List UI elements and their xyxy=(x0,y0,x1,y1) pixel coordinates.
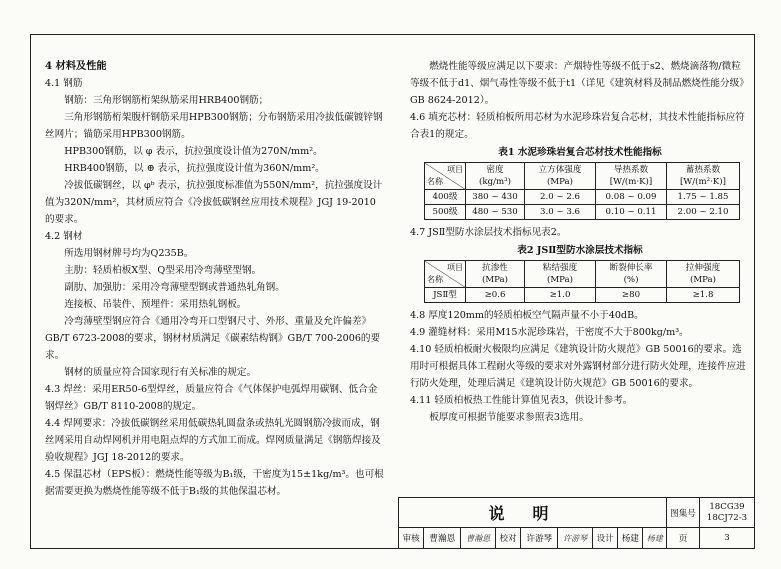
left-paragraph: 副肋、加强肋：采用冷弯薄壁型钢或普通热轧角钢。 xyxy=(64,282,285,293)
corner-item-label: 项目 xyxy=(447,263,463,272)
left-paragraph: 连接板、吊装件、预埋件：采用热轧钢板。 xyxy=(64,299,247,310)
left-paragraph: 4.5 保温芯材（EPS板）：燃烧性能等级为B₁级，干密度为15±1kg/m³。也可根据需要更换为燃烧性能等级不低于B₁级的其他保温芯材。 xyxy=(45,469,384,497)
atlas-number: 18CG39 18CJ72-3 xyxy=(700,498,755,528)
corner-name-label: 名称 xyxy=(427,177,443,186)
check-label: 校对 xyxy=(495,528,520,549)
corner-name-label: 名称 xyxy=(427,275,443,284)
table-cell: 400级 xyxy=(425,190,466,205)
left-paragraph: HPB300钢筋，以 φ 表示，抗拉强度设计值为270N/mm²。 xyxy=(64,146,323,157)
left-paragraph: 4.1 钢筋 xyxy=(45,78,83,89)
right_bottom-paragraph: 4.10 轻质柏板耐火极限均应满足《建筑设计防火规范》GB 50016的要求。选用时可根据具体工程耐火等级的要求对外露钢材部分进行防火处理，连接件应进行防火处理，处理后满足《建筑设计防火规范》GB 50016的要求。 xyxy=(410,344,746,389)
table-header-cell: 断裂伸长率 (%) xyxy=(596,261,667,288)
table-cell: 480 ~ 530 xyxy=(466,205,525,220)
table-corner-cell xyxy=(425,163,466,190)
table-cell: ≥80 xyxy=(596,288,667,303)
table-header-cell: 立方体强度 (MPa) xyxy=(525,163,596,190)
table-header-cell: 抗渗性 (MPa) xyxy=(466,261,525,288)
table-cell: 2.00 ~ 2.10 xyxy=(667,205,740,220)
right_bottom-paragraph: 4.9 灌缝材料：采用M15水泥珍珠岩，干密度不大于800kg/m³。 xyxy=(410,327,689,338)
table-cell: 0.10 ~ 0.11 xyxy=(596,205,667,220)
left-paragraph: 钢筋：三角形钢筋桁架纵筋采用HRB400钢筋； xyxy=(64,95,269,106)
checker-name: 许游琴 xyxy=(521,528,558,549)
table-header-cell: 密度 (kg/m³) xyxy=(466,163,525,190)
page-number: 3 xyxy=(700,528,755,549)
left-paragraph: 主肋：轻质柏板X型、Q型采用冷弯薄壁型钢。 xyxy=(64,265,262,276)
checker-signature: 许游琴 xyxy=(558,528,593,549)
table-corner-cell xyxy=(425,261,466,288)
table-cell: 0.08 ~ 0.09 xyxy=(596,190,667,205)
left-paragraph: 4 材料及性能 xyxy=(45,60,107,72)
page-label: 页 xyxy=(667,528,700,549)
right_bottom-paragraph: 板厚度可根据节能要求参照表3选用。 xyxy=(429,412,589,423)
right_bottom-paragraph: 4.8 厚度120mm的轻质柏板空气隔声量不小于40dB。 xyxy=(410,310,644,321)
atlas-label: 图集号 xyxy=(667,498,700,528)
table2 xyxy=(424,260,740,303)
table-cell: ≥0.6 xyxy=(466,288,525,303)
left-paragraph: 冷弯薄壁型钢应符合《通用冷弯开口型钢尺寸、外形、重量及允许偏差》GB/T 6723-2008的要求，钢材材质满足《碳素结构钢》GB/T 700-2006的要求。 xyxy=(45,316,381,361)
table1-caption: 表1 水泥珍珠岩复合芯材技术性能指标 xyxy=(498,147,662,158)
table-header-cell: 拉伸强度 (MPa) xyxy=(667,261,740,288)
table1 xyxy=(424,162,740,220)
table-cell: 2.0 ~ 2.6 xyxy=(525,190,596,205)
table-row xyxy=(425,205,740,220)
designer-name: 杨建 xyxy=(618,528,643,549)
left-paragraph: 所选用钢材牌号均为Q235B。 xyxy=(64,248,194,259)
title-block xyxy=(398,497,755,549)
left-paragraph: 4.4 焊网要求：冷拔低碳钢丝采用低碳热轧圆盘条或热轧光圆钢筋冷拔而成，钢丝网采用自动焊网机并用电阻点焊的方式加工而成。焊网质量满足《钢筋焊接及验收规程》JGJ 18-2012的要求。 xyxy=(45,418,381,463)
left-paragraph: 4.2 钢材 xyxy=(45,231,83,242)
right_bottom-paragraph: 4.11 轻质柏板热工性能计算值见表3，供设计参考。 xyxy=(410,395,633,406)
left-paragraph: 三角形钢筋桁架腹杆钢筋采用HPB300钢筋；分布钢筋采用冷拔低碳镀锌钢丝网片；锚筋采用HPB300钢筋。 xyxy=(45,112,383,140)
right_top-paragraph: 燃烧性能等级应满足以下要求：产烟特性等级不低于s2、燃烧滴落物/微粒等级不低于d1、烟气毒性等级不低于t1（详见《建筑材料及制品燃烧性能分级》GB 8624-2012）。 xyxy=(410,61,749,106)
table2-caption: 表2 JSⅡ型防水涂层技术指标 xyxy=(517,245,643,256)
table-header-cell: 粘结强度 (MPa) xyxy=(525,261,596,288)
table-header-cell: 蓄热系数 [W/(m²·K)] xyxy=(667,163,740,190)
sheet-title: 说明 xyxy=(399,498,667,528)
left-paragraph: HRB400钢筋，以 ⊕ 表示，抗拉强度设计值为360N/mm²。 xyxy=(64,163,325,174)
table-row xyxy=(425,190,740,205)
left-paragraph: 钢材的质量应符合国家现行有关标准的规定。 xyxy=(64,367,257,378)
table-cell: 380 ~ 430 xyxy=(466,190,525,205)
reviewer-name: 曹瀚恩 xyxy=(424,528,461,549)
table-cell: ≥1.8 xyxy=(667,288,740,303)
left-column-text xyxy=(45,58,385,500)
table-cell: ≥1.0 xyxy=(525,288,596,303)
section-4-7: 4.7 JSⅡ型防水涂层技术指标见表2。 xyxy=(410,227,567,238)
left-paragraph: 冷拔低碳钢丝，以 φᵇ 表示，抗拉强度标准值为550N/mm²，抗拉强度设计值为320N/mm²，其材质应符合《冷拔低碳钢丝应用技术规程》JGJ 19-2010的要求。 xyxy=(45,180,383,225)
review-label: 审核 xyxy=(399,528,424,549)
table-header-cell: 导热系数 [W/(m·K)] xyxy=(596,163,667,190)
table-cell: JSⅡ型 xyxy=(425,288,466,303)
left-paragraph: 4.3 焊丝：采用ER50-6型焊丝，质量应符合《气体保护电弧焊用碳钢、低合金钢焊丝》GB/T 8110-2008的规定。 xyxy=(45,384,378,412)
corner-item-label: 项目 xyxy=(447,165,463,174)
design-label: 设计 xyxy=(592,528,617,549)
right_top-paragraph: 4.6 填充芯材：轻质柏板所用芯材为水泥珍珠岩复合芯材，其技术性能指标应符合表1的规定。 xyxy=(410,112,745,140)
table-cell: 1.75 ~ 1.85 xyxy=(667,190,740,205)
table-row xyxy=(425,288,740,303)
right-column-text xyxy=(410,58,750,426)
reviewer-signature: 曹瀚恩 xyxy=(461,528,496,549)
table-cell: 500级 xyxy=(425,205,466,220)
designer-signature: 杨建 xyxy=(643,528,667,549)
table-cell: 3.0 ~ 3.6 xyxy=(525,205,596,220)
